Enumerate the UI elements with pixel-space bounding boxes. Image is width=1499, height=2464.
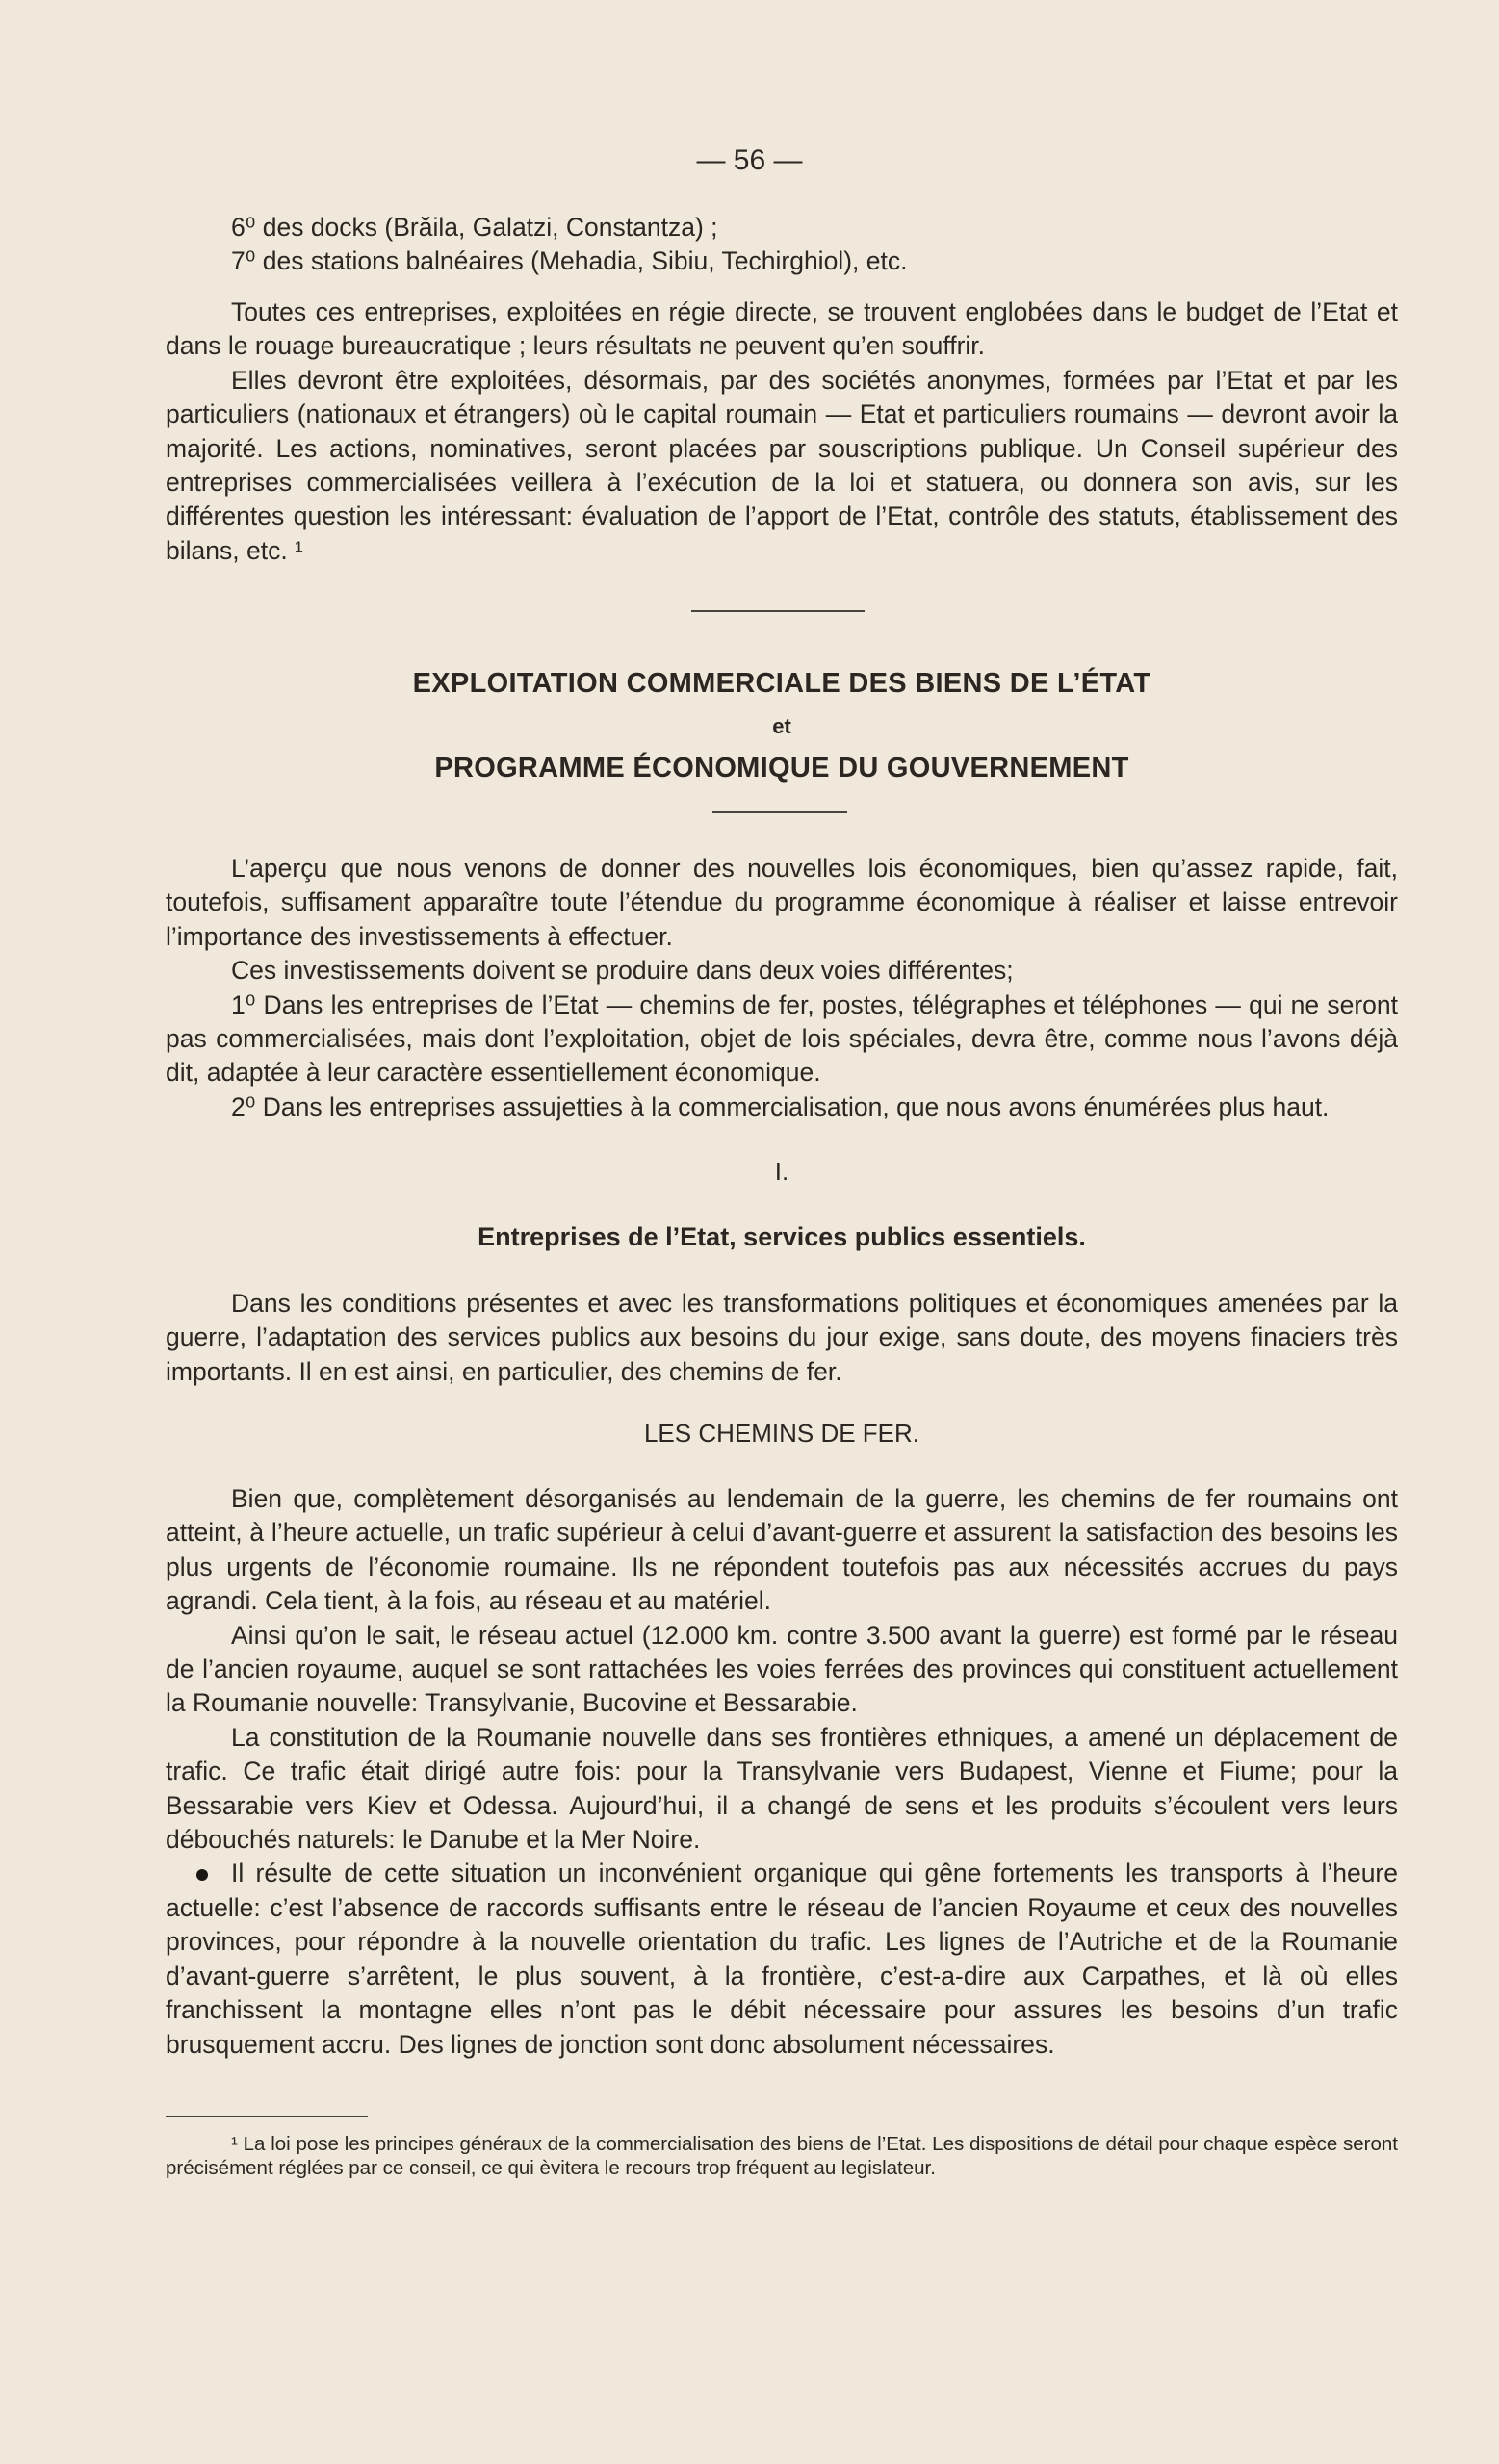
subsection-title: Entreprises de l’Etat, services publics essentiels. (478, 1222, 1086, 1251)
title-underline (712, 811, 847, 813)
list-block (166, 211, 1398, 279)
footnote: ¹ La loi pose les principes généraux de la commercialisation des biens de l’Etat. Les dispositions de détail pour chaque espèce seront précisément réglées par ce conseil, ce qui èvitera le recours trop fréquent au legislateur. (166, 2133, 1398, 2179)
paragraph: La constitution de la Roumanie nouvelle dans ses frontières ethniques, a amené un déplacement de trafic. Ce trafic était dirigé autre fois: pour la Transylvanie vers Budapest, Vienne et Fiume; pour la Bessarabie vers Kiev et Odessa. Aujourd’hui, il a changé de sens et les produits s’écoulent vers leurs débouchés naturels: le Danube et la Mer Noire. (166, 1722, 1398, 1855)
programme-text (166, 852, 1398, 1124)
paragraph: Ces investissements doivent se produire dans deux voies différentes; (231, 956, 1014, 986)
paragraph: Elles devront être exploitées, désormais, par des sociétés anonymes, formées par l’Etat et par les particuliers (nationaux et étrangers) où le capital roumain — Etat et particuliers roumains — devront avoir la majorité. Les actions, nominatives, seront placées par souscriptions publique. Un Conseil supérieur des entreprises commercialisées veillera à l’exécution de la loi et statuera, ou donnera son avis, sur les différentes question les intéressant: évaluation de l’apport de l’Etat, contrôle des statuts, établissement des bilans, etc. ¹ (166, 365, 1398, 565)
paragraph: Ainsi qu’on le sait, le réseau actuel (12.000 km. contre 3.500 avant la guerre) est formé par le réseau de l’ancien royaume, auquel se sont rattachées les voies ferrées des provinces qui constituent actuellement la Roumanie nouvelle: Transylvanie, Bucovine et Bessarabie. (166, 1620, 1398, 1718)
list-item: 6⁰ des docks (Brăila, Galatzi, Constantza) ; (231, 213, 718, 242)
paragraph: Dans les conditions présentes et avec les transformations politiques et économiques amenées par la guerre, l’adaptation des services publics aux besoins du jour exige, sans doute, des moyens finaciers très importants. Il en est ainsi, en particulier, des chemins de fer. (166, 1289, 1398, 1386)
paragraph (166, 1857, 1398, 2061)
footnote-divider (166, 2116, 368, 2117)
services-text (166, 1287, 1398, 1389)
chemins-text (166, 1482, 1398, 2062)
footnote-block (166, 2132, 1398, 2180)
intro-text (166, 295, 1398, 568)
section-title: EXPLOITATION COMMERCIALE DES BIENS DE L’ÉTAT (412, 668, 1151, 699)
paragraph: 2⁰ Dans les entreprises assujetties à la commercialisation, que nous avons énumérées plus haut. (231, 1091, 1330, 1121)
section-divider (691, 610, 865, 612)
paragraph: Toutes ces entreprises, exploitées en régie directe, se trouvent englobées dans le budget de l’Etat et dans le rouage bureaucratique ; leurs résultats ne peuvent qu’en souffrir. (166, 297, 1398, 361)
chemins-heading: LES CHEMINS DE FER. (643, 1419, 920, 1448)
list-item: 7⁰ des stations balnéaires (Mehadia, Sibiu, Techirghiol), etc. (231, 246, 908, 276)
section-subtitle: PROGRAMME ÉCONOMIQUE DU GOUVERNEMENT (434, 753, 1129, 783)
paragraph-text: Il résulte de cette situation un inconvénient organique qui gêne fortements les transports à l’heure actuelle: c’est l’absence de raccords suffisants entre le réseau de l’ancien Royaume et ceux des nouvelles provinces, pour répondre à la nouvelle orientation du trafic. Les lignes de l’Autriche et de la Roumanie d’avant-guerre s’arrêtent, le plus souvent, à la frontière, c’est-a-dire aux Carpathes, et là où elles franchissent la montagne elles n’ont pas le débit nécessaire pour assures les besoins d’un trafic brusquement accru. Des lignes de jonction sont donc absolument nécessaires. (166, 1859, 1398, 2059)
page-number: — 56 — (696, 144, 803, 176)
section-title-conjunction: et (772, 714, 791, 738)
paragraph: L’aperçu que nous venons de donner des nouvelles lois économiques, bien qu’assez rapide, fait, toutefois, suffisament apparaître toute l’étendue du programme économique à réaliser et laisse entrevoir l’importance des investissements à effectuer. (166, 854, 1398, 951)
paragraph: 1⁰ Dans les entreprises de l’Etat — chemins de fer, postes, télégraphes et téléphones — qui ne seront pas commercialisées, mais dont l’exploitation, objet de lois spéciales, devra être, comme nous l’avons déjà dit, adaptée à leur caractère essentiellement économique. (166, 989, 1398, 1088)
bullet-mark (196, 1869, 208, 1881)
paragraph: Bien que, complètement désorganisés au lendemain de la guerre, les chemins de fer roumains ont atteint, à l’heure actuelle, un trafic supérieur à celui d’avant-guerre et assurent la satisfaction des besoins les plus urgents de l’économie roumaine. Ils ne répondent toutefois pas aux nécessités accrues du pays agrandi. Cela tient, à la fois, au réseau et au matériel. (166, 1484, 1398, 1616)
roman-numeral-heading: I. (774, 1157, 789, 1186)
